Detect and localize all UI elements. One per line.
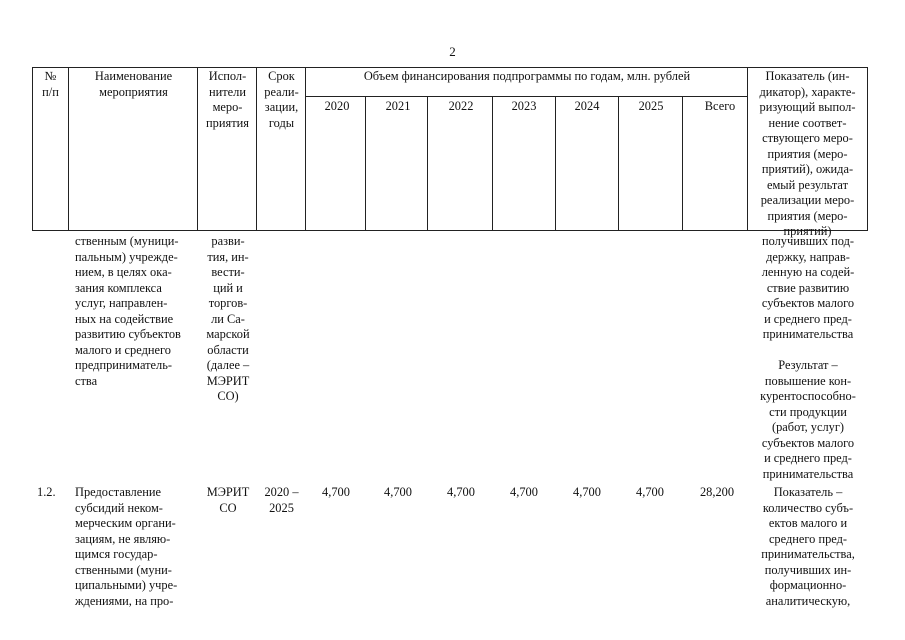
header-num-cell [32, 69, 69, 100]
cont-row-exec [199, 234, 257, 405]
text-line: и среднего пред- [764, 451, 852, 465]
year-header-2025: 2025 [638, 99, 664, 113]
col-divider [618, 96, 619, 231]
header-exec-cell [198, 69, 257, 131]
header-text: дикатор), характе- [759, 84, 856, 99]
value-2025: 4,700 [636, 485, 664, 499]
text-line: субъектов малого [761, 435, 855, 450]
text-line: зания комплекса [75, 280, 162, 295]
header-text: приятия (меро- [767, 208, 848, 223]
value-2023: 4,700 [510, 485, 538, 499]
header-text: Наименование [94, 69, 173, 83]
header-text: приятий), ожида- [761, 162, 854, 176]
text-line: принимательства [762, 327, 854, 341]
text-line: ципальными) учре- [75, 578, 178, 592]
col-divider [365, 96, 366, 231]
text-line: разви- [211, 234, 245, 248]
text-line: Показатель – [773, 485, 843, 499]
text-line: ций и [213, 280, 243, 295]
header-text: № [44, 69, 57, 83]
header-text: Испол- [208, 69, 247, 83]
text-line: тия, ин- [207, 249, 249, 264]
text-line: вести- [211, 265, 245, 279]
header-text: годы [268, 115, 295, 130]
text-line: ствие развитию [766, 280, 850, 295]
header-text: реали- [264, 84, 299, 99]
header-text: Показатель (ин- [765, 69, 850, 83]
header-top-border [32, 67, 868, 68]
header-text: ризующий выпол- [759, 100, 856, 114]
header-text: нители [209, 84, 246, 99]
text-line: ектов малого и [768, 516, 848, 530]
header-text: приятия [206, 115, 249, 130]
finance-subheader-divider [305, 96, 747, 97]
text-line: пальным) учрежде- [75, 249, 178, 264]
text-line: торгов- [208, 296, 248, 310]
text-line: МЭРИТ [206, 373, 250, 388]
header-name-cell [69, 69, 198, 100]
text-line: 2020 – [264, 485, 299, 499]
header-term-cell [257, 69, 306, 131]
header-bottom-border [32, 230, 868, 231]
cont-row-name [75, 234, 192, 389]
col-divider [867, 67, 868, 231]
text-line: ли Са- [211, 311, 245, 326]
text-line: формационно- [769, 578, 847, 592]
header-indicator-cell [748, 69, 867, 240]
text-line: развитию субъектов [75, 327, 181, 341]
value-2021: 4,700 [384, 485, 412, 499]
text-line: (работ, услуг) [771, 420, 845, 434]
text-line: принимательства [762, 466, 854, 481]
row-12-exec [199, 485, 257, 516]
text-line: ственным (муници- [75, 234, 179, 248]
year-header-total: Всего [704, 99, 736, 113]
text-line: получивших под- [761, 234, 855, 248]
col-divider [555, 96, 556, 231]
text-line: марской [206, 327, 250, 341]
header-text: мероприятия [99, 84, 168, 99]
header-text: емый результат [766, 177, 849, 192]
text-line: принимательства, [761, 547, 855, 561]
value-2024: 4,700 [573, 485, 601, 499]
row-12-name [75, 485, 192, 609]
value-2020: 4,700 [322, 485, 350, 499]
value-total: 28,200 [699, 485, 735, 499]
text-line: получивших ин- [764, 562, 852, 577]
cont-row-indicator [749, 234, 867, 482]
text-line: (далее – [206, 358, 250, 372]
col-divider [427, 96, 428, 231]
header-text: Срок [268, 69, 295, 83]
text-line: аналитическую, [765, 593, 851, 608]
header-text: п/п [42, 84, 59, 99]
text-line: СО) [217, 389, 239, 403]
page-number: 2 [449, 44, 456, 59]
text-line: 2025 [269, 500, 294, 515]
text-line: области [207, 342, 249, 357]
year-header-2024: 2024 [574, 99, 600, 113]
text-line: ственными (муни- [75, 562, 172, 577]
text-line: ждениями, на про- [75, 593, 174, 608]
text-line: ных на содействие [75, 311, 174, 326]
row-12-indicator [749, 485, 867, 609]
text-line: мерческим органи- [75, 516, 176, 530]
text-line: Предоставление [75, 485, 161, 499]
text-line: предприниматель- [75, 358, 172, 372]
text-line: малого и среднего [75, 342, 171, 357]
spacer [749, 343, 867, 359]
header-text: приятий) [783, 224, 832, 238]
year-header-2020: 2020 [324, 99, 350, 113]
text-line: ства [75, 373, 98, 388]
year-header-2022: 2022 [448, 99, 474, 113]
row-12-term [257, 485, 306, 516]
value-2022: 4,700 [447, 485, 475, 499]
text-line: сти продукции [769, 404, 847, 419]
text-line: зациям, не являю- [75, 531, 171, 546]
text-line: держку, направ- [766, 249, 850, 264]
header-text: реализации меро- [760, 193, 855, 207]
text-line: повышение кон- [764, 373, 852, 388]
header-text: ствующего меро- [762, 131, 853, 145]
text-line: количество субъ- [762, 500, 854, 515]
header-text: меро- [212, 100, 243, 114]
text-line: ленную на содей- [761, 265, 855, 279]
header-text: нение соответ- [768, 115, 847, 130]
text-line: и среднего пред- [764, 311, 852, 326]
text-line: субсидий неком- [75, 500, 163, 515]
header-text: зации, [264, 100, 299, 114]
header-text: приятия (меро- [767, 146, 848, 161]
text-line: субъектов малого [761, 296, 855, 310]
text-line: СО [219, 500, 237, 515]
text-line: щимся государ- [75, 547, 158, 561]
text-line: услуг, направлен- [75, 296, 168, 310]
text-line: среднего пред- [768, 531, 848, 546]
year-header-2023: 2023 [511, 99, 537, 113]
col-divider [492, 96, 493, 231]
text-line: Результат – [778, 358, 838, 372]
row-number: 1.2. [37, 485, 56, 499]
text-line: МЭРИТ [206, 485, 250, 499]
text-line: нием, в целях ока- [75, 265, 172, 279]
text-line: курентоспособно- [760, 389, 856, 403]
col-divider [682, 96, 683, 231]
year-header-2021: 2021 [385, 99, 411, 113]
header-finance-cell: Объем финансирования подпрограммы по годам, млн. рублей [363, 69, 691, 83]
